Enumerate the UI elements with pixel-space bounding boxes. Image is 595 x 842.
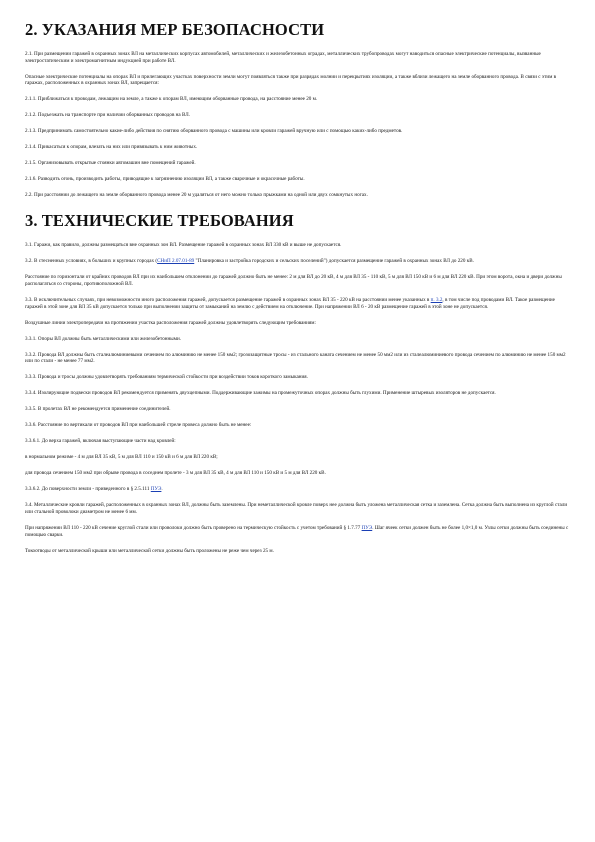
paragraph-3-2-text-b: "Планировка и застройка городских и сельских поселений") допускается размещение гаражей в охранных зонах ВЛ до 220 кВ. [194,258,474,265]
paragraph-3-3-text-b: , в том числе под проводами ВЛ. Такое размещение гаражей в этой зоне для ВЛ 35 кВ допускается только при выполнении защиты от замыканий на землю с действием на отключение. При напряжении ВЛ 6 - 20 кВ размещение гаражей в этой зоне не допускается. [25,296,555,310]
paragraph-3-3-3: 3.3.3. Провода и тросы должны удовлетворять требованиям термической стойкости при воздействии токов короткого замыкания. [25,374,308,381]
paragraph-3-3-1: 3.3.1. Опоры ВЛ должны быть металлическими или железобетонными. [25,335,181,342]
paragraph-broken-wire: для провода сечением 150 мм2 при обрыве провода в соседнем пролете - 3 м для ВЛ 35 кВ, 4 м для ВЛ 110 и 150 кВ и 5 м для ВЛ 220 кВ. [25,470,326,477]
paragraph-down-conductors: Токоотводы от металлической крыши или металлической сетки должны быть проложены не реже чем через 25 м. [25,547,274,554]
paragraph-normal-mode: в нормальном режиме - 4 м для ВЛ 35 кВ, 5 м для ВЛ 110 и 150 кВ и 6 м для ВЛ 220 кВ; [25,454,218,461]
paragraph-3-4: 3.4. Металлические кровли гаражей, расположенных в охранных зонах ВЛ, должны быть заземлены. При неметаллической кровле поверх нее должна быть уложена металлическая сетка и заземлена. Сетка должна быть выполнена из круглой стали или стальной проволоки диаметром не менее 6 мм. [25,502,568,515]
snip-link[interactable]: СНиП 2.07.01-89 [157,258,195,265]
paragraph-2-1-6: 2.1.6. Разводить огонь, производить работы, приводящие к загрязнению изоляции ВЛ, а также сварочные и окрасочные работы. [25,176,305,183]
clause-3-2-link[interactable]: п. 3.2 [430,296,443,303]
paragraph-3-3-6-1: 3.3.6.1. До верха гаражей, включая выступающие части над кровлей: [25,438,176,445]
paragraph-3-4-thermal [25,525,570,538]
paragraph-2-1-3: 2.1.3. Предпринимать самостоятельно какие-либо действия по снятию оборванного провода с машины или кровли гаражей вручную или с помощью каких-либо предметов. [25,128,403,135]
paragraph-3-3-6-2-text-b: . [161,486,163,493]
paragraph-2-1-note: Опасные электрические потенциалы на опорах ВЛ и прилегающих участках поверхности земли могут появляться также при разрядах молнии и перекрытиях изоляции, а также вблизи лежащего на земле оборванного провода. В связи с этим в гаражах, расположенных в охранных зонах ВЛ, запрещается: [25,73,557,87]
paragraph-2-1-2: 2.1.2. Подъезжать на транспорте при наличии оборванных проводов на ВЛ. [25,112,190,119]
paragraph-3-3 [25,297,570,310]
paragraph-3-3-2: 3.3.2. Провода ВЛ должны быть сталеалюминиевыми сечением по алюминию не менее 150 мм2; грозозащитные тросы - из стального каната сечением не менее 50 мм2 или из сталеалюминиевого провода сечением по алюминию не менее 150 мм2 или по стали - не менее 77 мм2. [25,351,566,365]
paragraph-3-3-6: 3.3.6. Расстояние по вертикали от проводов ВЛ при наибольшей стреле провеса должно быть не менее: [25,422,252,429]
pue-link-2[interactable]: ПУЭ [361,524,373,531]
paragraph-2-1-4: 2.1.4. Прикасаться к опорам, влезать на них или привязывать к ним животных. [25,144,198,151]
paragraph-3-3-6-2-text-a: 3.3.6.2. До поверхности земли - приведенного в § 2.5.111 [25,486,151,493]
paragraph-3-3-intro: Воздушные линии электропередачи на протяжении участка расположения гаражей должны удовлетворять следующим требованиям: [25,319,316,326]
paragraph-2-1: 2.1. При размещении гаражей в охранных зонах ВЛ на металлических корпусах автомобилей, металлических и железобетонных оградах, металлических трубопроводах могут наводиться опасные электрические потенциалы, вызванные электростатическим и электромагнитным индукцией при работе ВЛ. [25,51,541,64]
paragraph-2-1-5: 2.1.5. Организовывать открытые стоянки автомашин вне помещений гаражей. [25,160,196,167]
paragraph-2-2: 2.2. При расстоянии до лежащего на земле оборванного провода менее 20 м удаляться от него можно только прыжками на одной или двух сомкнутых ногах. [25,192,368,199]
paragraph-3-4-thermal-text-a: При напряжении ВЛ 110 - 220 кВ сечение круглой стали или проволоки должно быть проверено на термическую стойкость с учетом требований § 1.7.77 [25,524,362,531]
paragraph-3-3-text-a: 3.3. В исключительных случаях, при невозможности иного расположения гаражей, допускается размещение гаражей в охранных зонах ВЛ 35 - 220 кВ на расстоянии менее указанных в [25,296,431,303]
paragraph-3-1: 3.1. Гаражи, как правило, должны размещаться вне охранных зон ВЛ. Размещение гаражей в охранных зонах ВЛ 330 кВ и выше не допускается. [25,242,342,249]
paragraph-2-1-1: 2.1.1. Приближаться к проводам, лежащим на земле, а также к опорам ВЛ, имеющим оборванные провода, на расстояние менее 20 м. [25,96,318,103]
paragraph-3-3-4: 3.3.4. Изолирующие подвески проводов ВЛ рекомендуется применять двухцепными. Поддерживающие зажимы на промежуточных опорах должны быть глухими. Применение штыревых изоляторов не допускается. [25,390,496,397]
section-3-heading: 3. ТЕХНИЧЕСКИЕ ТРЕБОВАНИЯ [25,211,294,231]
paragraph-3-3-5: 3.3.5. В пролетах ВЛ не рекомендуется применение соединителей. [25,406,171,413]
paragraph-3-2-text-a: 3.2. В стесненных условиях, в больших и крупных городах ( [25,258,158,265]
paragraph-3-3-6-2 [25,486,570,493]
paragraph-3-2 [25,258,570,265]
section-2-heading: 2. УКАЗАНИЯ МЕР БЕЗОПАСНОСТИ [25,20,325,39]
paragraph-3-4-thermal-text-b: . Шаг ячеек сетки должен быть не более 1,0×1,0 м. Узлы сетки должны быть соединены с помощью сварки. [25,524,569,538]
paragraph-3-2-distances: Расстояние по горизонтали от крайних проводов ВЛ при их наибольшем отклонении до гаражей должно быть не менее: 2 м для ВЛ до 20 кВ, 4 м для ВЛ 35 - 110 кВ, 5 м для ВЛ 150 кВ и 6 м для ВЛ 220 кВ. При этом ворота, окна и двери должны располагаться со стороны, противоположной ВЛ. [25,274,562,287]
pue-link[interactable]: ПУЭ [150,486,162,493]
